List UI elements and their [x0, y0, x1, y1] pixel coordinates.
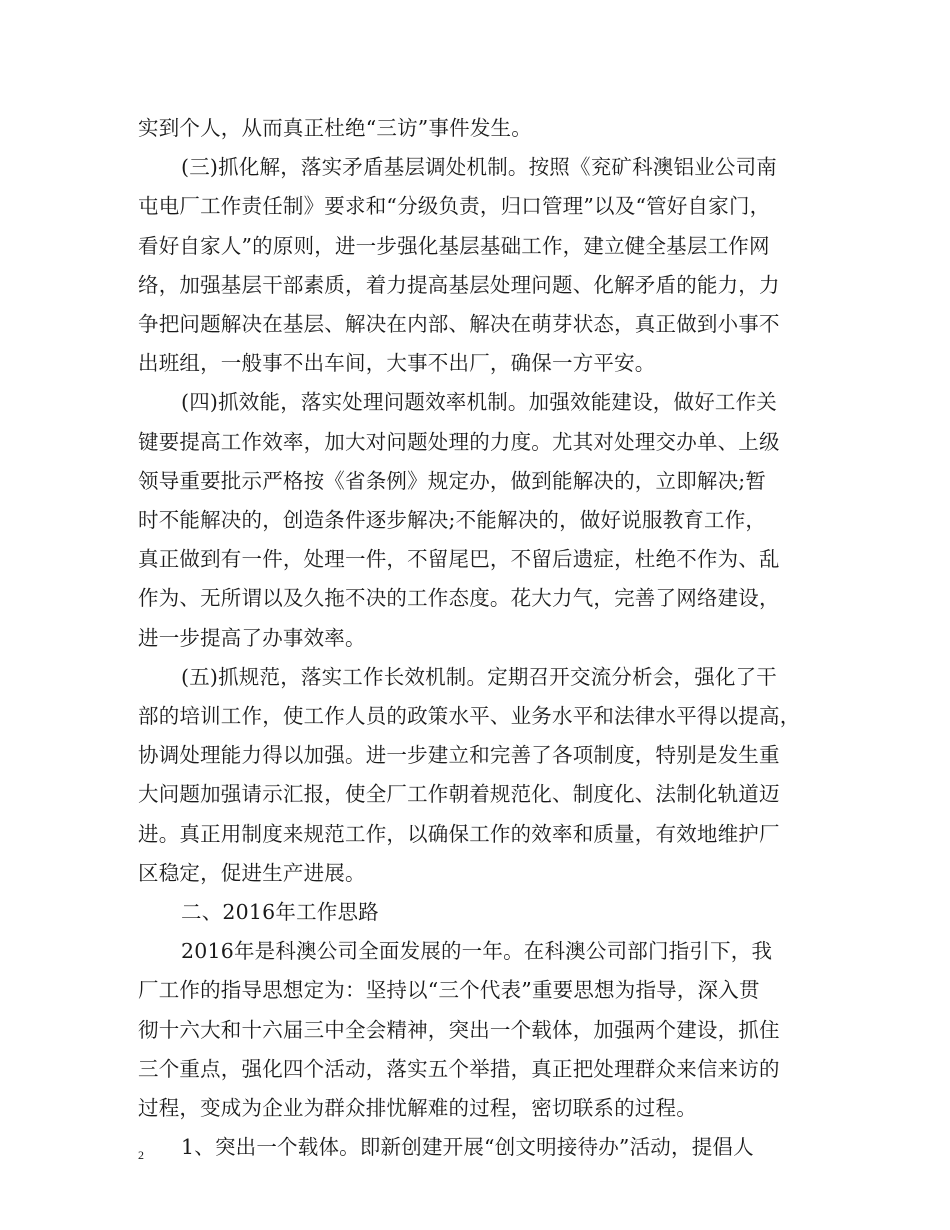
body-text: [138, 109, 818, 1167]
text-line: 彻十六大和十六届三中全会精神，突出一个载体，加强两个建设，抓住: [138, 1017, 780, 1042]
page-number: 2: [138, 1148, 144, 1162]
text-line: (三)抓化解，落实矛盾基层调处机制。按照《兖矿科澳铝业公司南: [181, 155, 777, 180]
text-line: 进一步提高了办事效率。: [138, 625, 366, 650]
text-line: 三个重点，强化四个活动，落实五个举措，真正把处理群众来信来访的: [138, 1056, 780, 1081]
text-line: 区稳定，促进生产进展。: [138, 860, 366, 885]
text-line: (四)抓效能，落实处理问题效率机制。加强效能建设，做好工作关: [181, 390, 777, 415]
text-line: 屯电厂工作责任制》要求和“分级负责，归口管理”以及“管好自家门，: [138, 194, 771, 219]
text-line: 部的培训工作，使工作人员的政策水平、业务水平和法律水平得以提高，: [138, 704, 801, 729]
text-line: 争把问题解决在基层、解决在内部、解决在萌芽状态，真正做到小事不: [138, 312, 780, 337]
text-line: 协调处理能力得以加强。进一步建立和完善了各项制度，特别是发生重: [138, 743, 780, 768]
text-line: 络，加强基层干部素质，着力提高基层处理问题、化解矛盾的能力，力: [138, 272, 780, 297]
text-line: 时不能解决的，创造条件逐步解决;不能解决的，做好说服教育工作，: [138, 508, 767, 533]
text-line: 实到个人，从而真正杜绝“三访”事件发生。: [138, 116, 532, 140]
text-line: 真正做到有一件，处理一件，不留尾巴，不留后遗症，杜绝不作为、乱: [138, 547, 780, 572]
text-line: 厂工作的指导思想定为：坚持以“三个代表”重要思想为指导，深入贯: [138, 978, 760, 1003]
text-line: 1、突出一个载体。即新创建开展“创文明接待办”活动，提倡人: [181, 1135, 754, 1160]
text-line: 2016年是科澳公司全面发展的一年。在科澳公司部门指引下，我: [181, 939, 773, 964]
text-line: (五)抓规范，落实工作长效机制。定期召开交流分析会，强化了干: [181, 664, 777, 689]
text-line: 看好自家人”的原则，进一步强化基层基础工作，建立健全基层工作网: [138, 233, 770, 258]
text-line: 键要提高工作效率，加大对问题处理的力度。尤其对处理交办单、上级: [138, 429, 780, 454]
text-line: 大问题加强请示汇报，使全厂工作朝着规范化、制度化、法制化轨道迈: [138, 782, 780, 807]
text-line: 二、2016年工作思路: [181, 900, 379, 925]
text-line: 出班组，一般事不出车间，大事不出厂，确保一方平安。: [138, 351, 656, 376]
text-line: 进。真正用制度来规范工作，以确保工作的效率和质量，有效地维护厂: [138, 821, 780, 846]
text-line: 作为、无所谓以及久拖不决的工作态度。花大力气，完善了网络建设，: [138, 586, 780, 611]
text-line: 领导重要批示严格按《省条例》规定办，做到能解决的，立即解决;暂: [138, 468, 767, 493]
text-line: 过程，变成为企业为群众排忧解难的过程，密切联系的过程。: [138, 1096, 697, 1121]
